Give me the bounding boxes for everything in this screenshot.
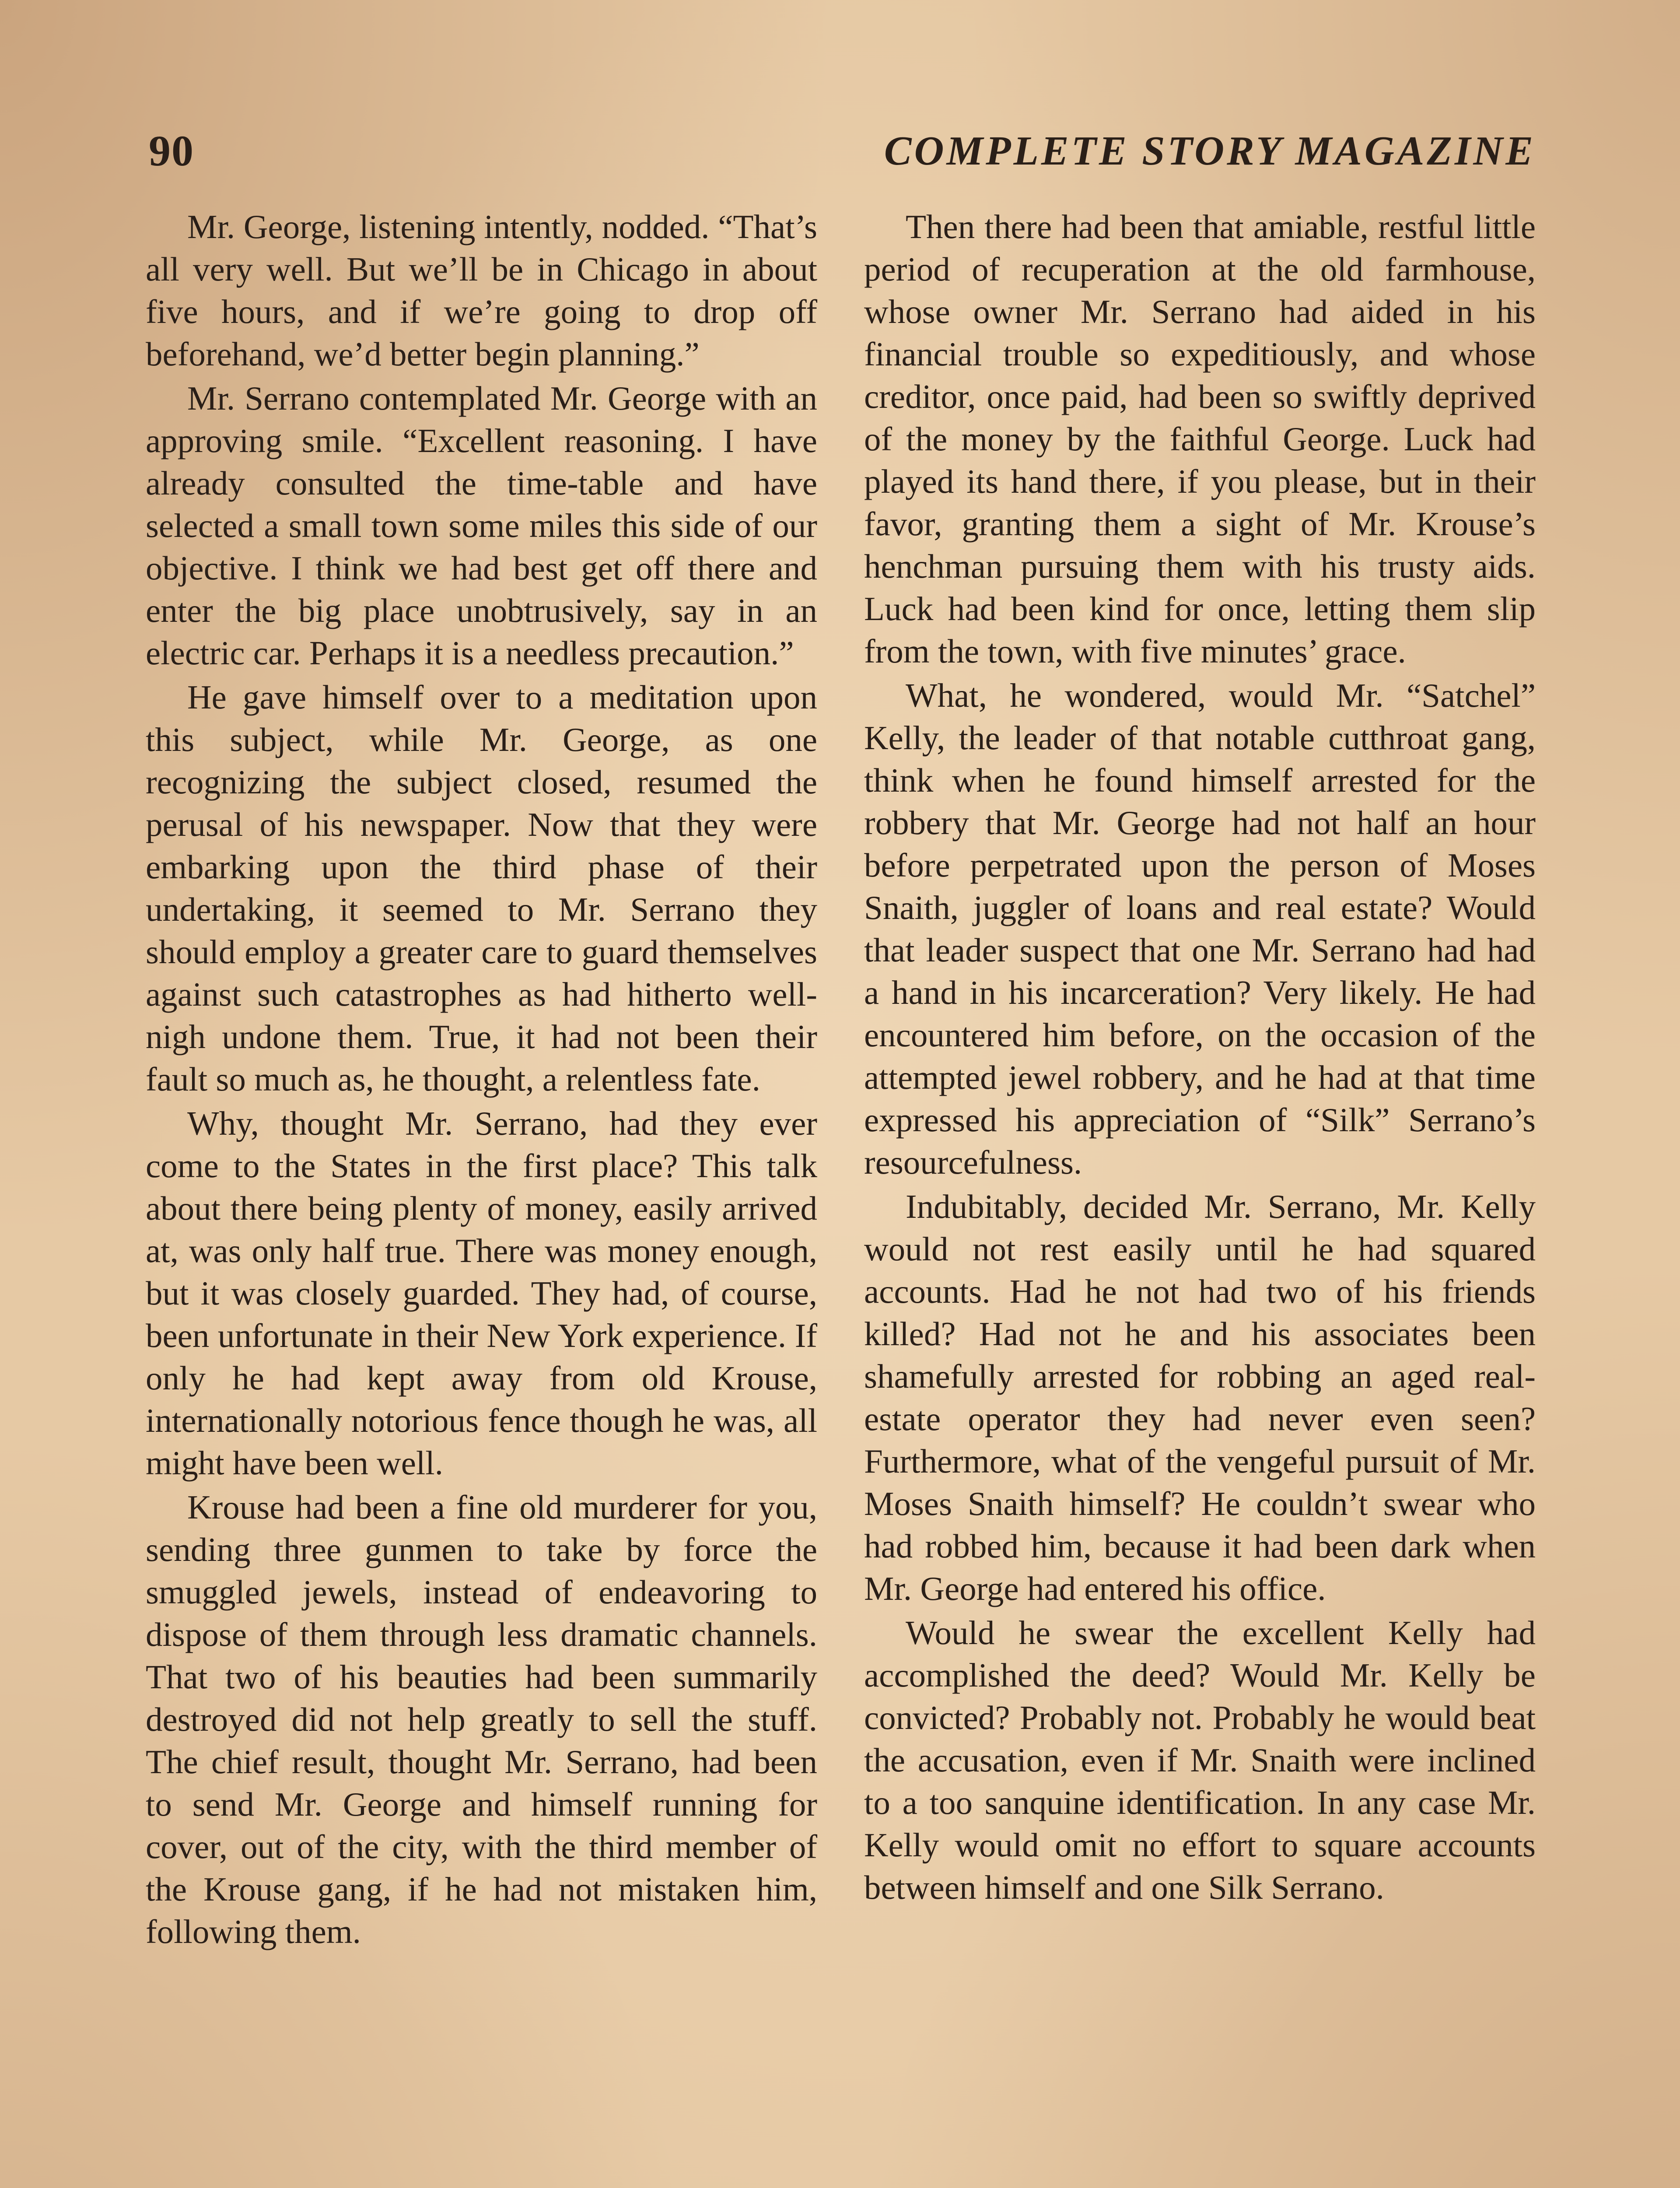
paragraph: Why, thought Mr. Serrano, had they ever come to the States in the first place? This talk about there being plenty of money, easily arrived at, was only half true. There was money enough, but it was closely guarded. They had, of course, been unfortunate in their New York experience. If only he had kept away from old Krouse, internationally notorious fence though he was, all might have been well.	[146, 1105, 817, 1482]
paragraph: Would he swear the excellent Kelly had accomplished the deed? Would Mr. Kelly be convicted? Probably not. Probably he would beat the accusation, even if Mr. Snaith were inclined to a too sanquine identification. In any case Mr. Kelly would omit no effort to square accounts between himself and one Silk Serrano.	[864, 1614, 1536, 1906]
paragraph: He gave himself over to a meditation upon this subject, while Mr. George, as one recognizing the subject closed, resumed the perusal of his newspaper. Now that they were embarking upon the third phase of their undertaking, it seemed to Mr. Serrano they should employ a greater care to guard themselves against such catastrophes as had hitherto well-nigh undone them. True, it had not been their fault so much as, he thought, a relentless fate.	[146, 678, 817, 1098]
right-column	[864, 206, 1536, 1911]
paragraph: Mr. George, listening intently, nodded. “That’s all very well. But we’ll be in Chicago in about five hours, and if we’re going to drop off beforehand, we’d better begin planning.”	[146, 208, 817, 373]
paragraph: Then there had been that amiable, restful little period of recuperation at the old farmhouse, whose owner Mr. Serrano had aided in his financial trouble so expeditiously, and whose creditor, once paid, had been so swiftly deprived of the money by the faithful George. Luck had played its hand there, if you please, but in their favor, granting them a sight of Mr. Krouse’s henchman pursuing them with his trusty aids. Luck had been kind for once, letting them slip from the town, with five minutes’ grace.	[864, 208, 1536, 670]
running-head: COMPLETE STORY MAGAZINE	[884, 128, 1536, 174]
page-number: 90	[149, 126, 194, 175]
paragraph: Mr. Serrano contemplated Mr. George with an approving smile. “Excellent reasoning. I have already consulted the time-table and have selected a small town some miles this side of our objective. I think we had best get off there and enter the big place unobtrusively, say in an electric car. Perhaps it is a needless precaution.”	[146, 379, 817, 672]
paragraph: Indubitably, decided Mr. Serrano, Mr. Kelly would not rest easily until he had squared accounts. Had he not had two of his friends killed? Had not he and his associates been shamefully arrested for robbing an aged real-estate operator they had never even seen? Furthermore, what of the vengeful pursuit of Mr. Moses Snaith himself? He couldn’t swear who had robbed him, because it had been dark when Mr. George had entered his office.	[864, 1188, 1536, 1607]
page-header	[149, 123, 1536, 179]
paragraph: What, he wondered, would Mr. “Satchel” Kelly, the leader of that notable cutthroat gang, think when he found himself arrested for the robbery that Mr. George had not half an hour before perpetrated upon the person of Moses Snaith, juggler of loans and real estate? Would that leader suspect that one Mr. Serrano had had a hand in his incarceration? Very likely. He had encountered him before, on the occasion of the attempted jewel robbery, and he had at that time expressed his appreciation of “Silk” Serrano’s resourcefulness.	[864, 677, 1536, 1181]
left-column	[146, 206, 817, 1955]
paragraph: Krouse had been a fine old murderer for you, sending three gunmen to take by force the smuggled jewels, instead of endeavoring to dispose of them through less dramatic channels. That two of his beauties had been summarily destroyed did not help greatly to sell the stuff. The chief result, thought Mr. Serrano, had been to send Mr. George and himself running for cover, out of the city, with the third member of the Krouse gang, if he had not mistaken him, following them.	[146, 1488, 817, 1950]
